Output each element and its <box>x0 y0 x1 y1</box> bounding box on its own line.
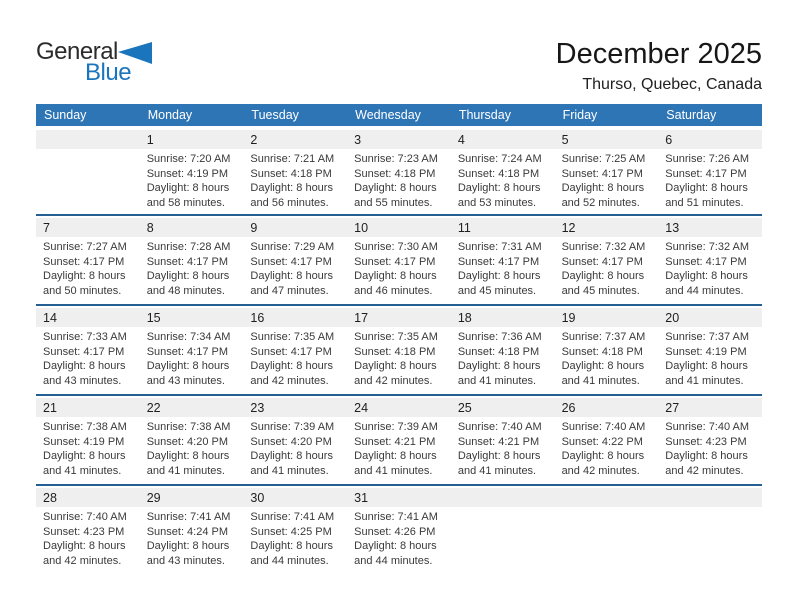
sunrise-text: Sunrise: 7:36 AM <box>457 331 542 343</box>
day-info <box>451 327 555 388</box>
day-number: 12 <box>555 218 659 237</box>
daylight-line1: Daylight: 8 hours <box>146 360 230 373</box>
day-number: 9 <box>243 218 347 237</box>
day-cell <box>140 130 244 214</box>
daylight-line2: and 46 minutes. <box>354 284 433 297</box>
daylight-line2: and 58 minutes. <box>146 196 225 209</box>
day-number <box>36 130 140 149</box>
day-info <box>347 417 451 478</box>
sunset-text: Sunset: 4:17 PM <box>250 345 332 358</box>
day-cell <box>347 130 451 214</box>
day-number: 21 <box>36 398 140 417</box>
week-row <box>36 484 762 574</box>
weekday-header: Sunday <box>44 108 87 122</box>
sunset-text: Sunset: 4:21 PM <box>457 435 540 448</box>
daylight-line2: and 56 minutes. <box>250 196 329 209</box>
sunrise-text: Sunrise: 7:35 AM <box>354 331 438 343</box>
daylight-line1: Daylight: 8 hours <box>354 540 437 553</box>
daylight-line2: and 45 minutes. <box>457 284 537 297</box>
sunset-text: Sunset: 4:21 PM <box>354 435 436 448</box>
day-number: 29 <box>140 488 244 507</box>
week-row <box>36 130 762 214</box>
day-info <box>36 417 140 478</box>
sunset-text: Sunset: 4:26 PM <box>354 525 436 538</box>
day-info <box>451 149 555 210</box>
day-info <box>243 507 347 568</box>
empty-day-cell <box>36 130 140 214</box>
day-info <box>243 237 347 298</box>
daylight-line1: Daylight: 8 hours <box>665 360 748 373</box>
day-number: 13 <box>658 218 762 237</box>
day-cell <box>555 398 659 484</box>
sunset-text: Sunset: 4:17 PM <box>354 255 436 268</box>
sunset-text: Sunset: 4:19 PM <box>43 435 125 448</box>
daylight-line2: and 41 minutes. <box>665 374 744 387</box>
day-number: 4 <box>451 130 555 149</box>
daylight-line2: and 53 minutes. <box>457 196 537 209</box>
sunset-text: Sunset: 4:20 PM <box>250 435 332 448</box>
weekday-header: Friday <box>562 108 598 122</box>
sunrise-text: Sunrise: 7:40 AM <box>561 421 646 433</box>
day-info <box>555 507 659 510</box>
sunrise-text: Sunrise: 7:38 AM <box>43 421 127 433</box>
sunrise-text: Sunrise: 7:25 AM <box>561 153 646 165</box>
sunrise-text: Sunrise: 7:37 AM <box>665 331 750 343</box>
weekday-header: Monday <box>147 108 193 122</box>
day-info <box>658 507 762 510</box>
sunrise-text: Sunrise: 7:20 AM <box>146 153 231 165</box>
day-number <box>555 488 659 507</box>
sunset-text: Sunset: 4:17 PM <box>43 255 125 268</box>
sunset-text: Sunset: 4:17 PM <box>561 167 643 180</box>
day-cell <box>451 130 555 214</box>
day-info <box>555 149 659 210</box>
weekday-header-row <box>36 104 762 126</box>
day-number: 11 <box>451 218 555 237</box>
weekday-header: Tuesday <box>251 108 299 122</box>
day-info <box>36 327 140 388</box>
day-number: 25 <box>451 398 555 417</box>
daylight-line2: and 42 minutes. <box>354 374 433 387</box>
day-info <box>243 417 347 478</box>
sunset-text: Sunset: 4:17 PM <box>250 255 332 268</box>
daylight-line1: Daylight: 8 hours <box>250 182 333 195</box>
sunrise-text: Sunrise: 7:33 AM <box>43 331 127 343</box>
sunset-text: Sunset: 4:17 PM <box>561 255 643 268</box>
day-cell <box>243 398 347 484</box>
sunset-text: Sunset: 4:18 PM <box>561 345 643 358</box>
daylight-line2: and 42 minutes. <box>561 464 640 477</box>
day-cell <box>243 130 347 214</box>
daylight-line2: and 41 minutes. <box>250 464 329 477</box>
sunset-text: Sunset: 4:18 PM <box>250 167 332 180</box>
day-cell <box>140 308 244 394</box>
daylight-line2: and 51 minutes. <box>665 196 744 209</box>
daylight-line1: Daylight: 8 hours <box>250 270 333 283</box>
empty-day-cell <box>451 488 555 574</box>
day-number <box>451 488 555 507</box>
day-cell <box>451 218 555 304</box>
day-cell <box>555 130 659 214</box>
day-info <box>347 507 451 568</box>
daylight-line1: Daylight: 8 hours <box>250 450 333 463</box>
sunset-text: Sunset: 4:23 PM <box>43 525 125 538</box>
day-info <box>140 507 244 568</box>
week-row <box>36 394 762 484</box>
day-info <box>36 507 140 568</box>
sunset-text: Sunset: 4:22 PM <box>561 435 643 448</box>
daylight-line2: and 48 minutes. <box>146 284 225 297</box>
day-info <box>36 149 140 152</box>
day-number: 7 <box>36 218 140 237</box>
day-cell <box>140 218 244 304</box>
daylight-line2: and 50 minutes. <box>43 284 122 297</box>
daylight-line2: and 43 minutes. <box>146 554 225 567</box>
daylight-line1: Daylight: 8 hours <box>146 540 230 553</box>
sunset-text: Sunset: 4:17 PM <box>665 255 747 268</box>
sunrise-text: Sunrise: 7:29 AM <box>250 241 335 253</box>
day-number: 28 <box>36 488 140 507</box>
sunrise-text: Sunrise: 7:26 AM <box>665 153 750 165</box>
sunset-text: Sunset: 4:18 PM <box>457 167 540 180</box>
daylight-line2: and 55 minutes. <box>354 196 433 209</box>
daylight-line1: Daylight: 8 hours <box>43 270 126 283</box>
daylight-line1: Daylight: 8 hours <box>354 182 437 195</box>
sunrise-text: Sunrise: 7:39 AM <box>354 421 438 433</box>
day-number: 1 <box>140 130 244 149</box>
day-cell <box>36 488 140 574</box>
daylight-line1: Daylight: 8 hours <box>43 450 126 463</box>
day-number: 2 <box>243 130 347 149</box>
daylight-line2: and 41 minutes. <box>43 464 122 477</box>
sunrise-text: Sunrise: 7:40 AM <box>457 421 542 433</box>
day-info <box>451 237 555 298</box>
day-number: 10 <box>347 218 451 237</box>
daylight-line1: Daylight: 8 hours <box>561 270 645 283</box>
sunrise-text: Sunrise: 7:21 AM <box>250 153 335 165</box>
daylight-line2: and 41 minutes. <box>146 464 225 477</box>
sunrise-text: Sunrise: 7:24 AM <box>457 153 542 165</box>
sunset-text: Sunset: 4:24 PM <box>146 525 229 538</box>
day-cell <box>451 398 555 484</box>
day-cell <box>658 130 762 214</box>
daylight-line2: and 41 minutes. <box>561 374 640 387</box>
day-cell <box>347 308 451 394</box>
sunset-text: Sunset: 4:17 PM <box>146 255 229 268</box>
day-cell <box>555 308 659 394</box>
day-cell <box>347 398 451 484</box>
sunset-text: Sunset: 4:20 PM <box>146 435 229 448</box>
daylight-line1: Daylight: 8 hours <box>561 450 645 463</box>
calendar-weeks <box>36 130 762 574</box>
daylight-line1: Daylight: 8 hours <box>250 540 333 553</box>
daylight-line1: Daylight: 8 hours <box>561 360 645 373</box>
day-number: 3 <box>347 130 451 149</box>
day-number: 15 <box>140 308 244 327</box>
sunrise-text: Sunrise: 7:28 AM <box>146 241 231 253</box>
location-subtitle: Thurso, Quebec, Canada <box>582 76 762 93</box>
daylight-line2: and 43 minutes. <box>146 374 225 387</box>
day-info <box>555 237 659 298</box>
daylight-line2: and 41 minutes. <box>354 464 433 477</box>
day-info <box>140 417 244 478</box>
daylight-line1: Daylight: 8 hours <box>457 360 541 373</box>
day-info <box>555 417 659 478</box>
day-number: 8 <box>140 218 244 237</box>
sunrise-text: Sunrise: 7:40 AM <box>43 511 127 523</box>
day-info <box>140 237 244 298</box>
day-info <box>451 507 555 510</box>
day-number: 31 <box>347 488 451 507</box>
calendar-table <box>36 104 762 574</box>
sunrise-text: Sunrise: 7:39 AM <box>250 421 335 433</box>
daylight-line1: Daylight: 8 hours <box>665 182 748 195</box>
sunset-text: Sunset: 4:18 PM <box>354 167 436 180</box>
sunset-text: Sunset: 4:17 PM <box>665 167 747 180</box>
day-number: 14 <box>36 308 140 327</box>
daylight-line2: and 45 minutes. <box>561 284 640 297</box>
daylight-line2: and 43 minutes. <box>43 374 122 387</box>
daylight-line1: Daylight: 8 hours <box>146 270 230 283</box>
sunrise-text: Sunrise: 7:37 AM <box>561 331 646 343</box>
day-cell <box>243 308 347 394</box>
daylight-line2: and 44 minutes. <box>665 284 744 297</box>
day-number: 23 <box>243 398 347 417</box>
daylight-line2: and 44 minutes. <box>250 554 329 567</box>
logo-text-general: General <box>36 38 118 65</box>
daylight-line1: Daylight: 8 hours <box>43 540 126 553</box>
day-cell <box>36 218 140 304</box>
day-info <box>347 149 451 210</box>
daylight-line1: Daylight: 8 hours <box>457 270 541 283</box>
sunset-text: Sunset: 4:18 PM <box>457 345 540 358</box>
day-info <box>347 237 451 298</box>
day-number: 17 <box>347 308 451 327</box>
general-blue-logo <box>36 40 156 90</box>
empty-day-cell <box>658 488 762 574</box>
day-info <box>658 417 762 478</box>
daylight-line1: Daylight: 8 hours <box>457 182 541 195</box>
day-info <box>451 417 555 478</box>
day-cell <box>243 218 347 304</box>
day-number: 27 <box>658 398 762 417</box>
sunrise-text: Sunrise: 7:35 AM <box>250 331 335 343</box>
sunset-text: Sunset: 4:25 PM <box>250 525 332 538</box>
daylight-line1: Daylight: 8 hours <box>354 360 437 373</box>
day-number: 5 <box>555 130 659 149</box>
daylight-line2: and 42 minutes. <box>43 554 122 567</box>
sunset-text: Sunset: 4:17 PM <box>43 345 125 358</box>
daylight-line2: and 44 minutes. <box>354 554 433 567</box>
daylight-line1: Daylight: 8 hours <box>354 450 437 463</box>
day-info <box>658 327 762 388</box>
day-cell <box>658 398 762 484</box>
day-number: 16 <box>243 308 347 327</box>
day-number: 24 <box>347 398 451 417</box>
day-number <box>658 488 762 507</box>
daylight-line2: and 47 minutes. <box>250 284 329 297</box>
day-number: 6 <box>658 130 762 149</box>
sunrise-text: Sunrise: 7:31 AM <box>457 241 542 253</box>
day-cell <box>658 218 762 304</box>
sunrise-text: Sunrise: 7:41 AM <box>354 511 438 523</box>
sunrise-text: Sunrise: 7:41 AM <box>250 511 335 523</box>
day-info <box>658 149 762 210</box>
day-number: 26 <box>555 398 659 417</box>
day-cell <box>140 398 244 484</box>
daylight-line1: Daylight: 8 hours <box>457 450 541 463</box>
daylight-line1: Daylight: 8 hours <box>146 450 230 463</box>
day-number: 18 <box>451 308 555 327</box>
day-info <box>347 327 451 388</box>
day-number: 19 <box>555 308 659 327</box>
daylight-line1: Daylight: 8 hours <box>665 270 748 283</box>
day-cell <box>140 488 244 574</box>
daylight-line2: and 41 minutes. <box>457 464 537 477</box>
sunset-text: Sunset: 4:17 PM <box>457 255 540 268</box>
month-title: December 2025 <box>555 38 762 70</box>
sunset-text: Sunset: 4:19 PM <box>665 345 747 358</box>
weekday-header: Thursday <box>458 108 511 122</box>
daylight-line2: and 42 minutes. <box>665 464 744 477</box>
daylight-line2: and 52 minutes. <box>561 196 640 209</box>
day-cell <box>555 218 659 304</box>
week-row <box>36 304 762 394</box>
daylight-line2: and 41 minutes. <box>457 374 537 387</box>
day-cell <box>347 488 451 574</box>
day-cell <box>658 308 762 394</box>
day-number: 30 <box>243 488 347 507</box>
daylight-line1: Daylight: 8 hours <box>43 360 126 373</box>
day-info <box>658 237 762 298</box>
day-number: 22 <box>140 398 244 417</box>
empty-day-cell <box>555 488 659 574</box>
sunset-text: Sunset: 4:18 PM <box>354 345 436 358</box>
sunrise-text: Sunrise: 7:27 AM <box>43 241 127 253</box>
sunrise-text: Sunrise: 7:41 AM <box>146 511 231 523</box>
day-info <box>140 327 244 388</box>
day-info <box>555 327 659 388</box>
sunset-text: Sunset: 4:19 PM <box>146 167 229 180</box>
sunrise-text: Sunrise: 7:23 AM <box>354 153 438 165</box>
day-info <box>243 149 347 210</box>
sunset-text: Sunset: 4:17 PM <box>146 345 229 358</box>
daylight-line2: and 42 minutes. <box>250 374 329 387</box>
weekday-header: Saturday <box>666 108 717 122</box>
day-info <box>36 237 140 298</box>
day-number: 20 <box>658 308 762 327</box>
sunrise-text: Sunrise: 7:34 AM <box>146 331 231 343</box>
sunrise-text: Sunrise: 7:38 AM <box>146 421 231 433</box>
daylight-line1: Daylight: 8 hours <box>354 270 437 283</box>
day-info <box>140 149 244 210</box>
weekday-header: Wednesday <box>355 108 421 122</box>
day-info <box>243 327 347 388</box>
day-cell <box>347 218 451 304</box>
week-row <box>36 214 762 304</box>
logo-text-blue: Blue <box>85 59 132 86</box>
sunrise-text: Sunrise: 7:32 AM <box>665 241 750 253</box>
sunrise-text: Sunrise: 7:40 AM <box>665 421 750 433</box>
daylight-line1: Daylight: 8 hours <box>250 360 333 373</box>
sunrise-text: Sunrise: 7:32 AM <box>561 241 646 253</box>
daylight-line1: Daylight: 8 hours <box>561 182 645 195</box>
daylight-line1: Daylight: 8 hours <box>665 450 748 463</box>
day-cell <box>451 308 555 394</box>
day-cell <box>36 398 140 484</box>
day-cell <box>36 308 140 394</box>
sunset-text: Sunset: 4:23 PM <box>665 435 747 448</box>
daylight-line1: Daylight: 8 hours <box>146 182 230 195</box>
day-cell <box>243 488 347 574</box>
sunrise-text: Sunrise: 7:30 AM <box>354 241 438 253</box>
